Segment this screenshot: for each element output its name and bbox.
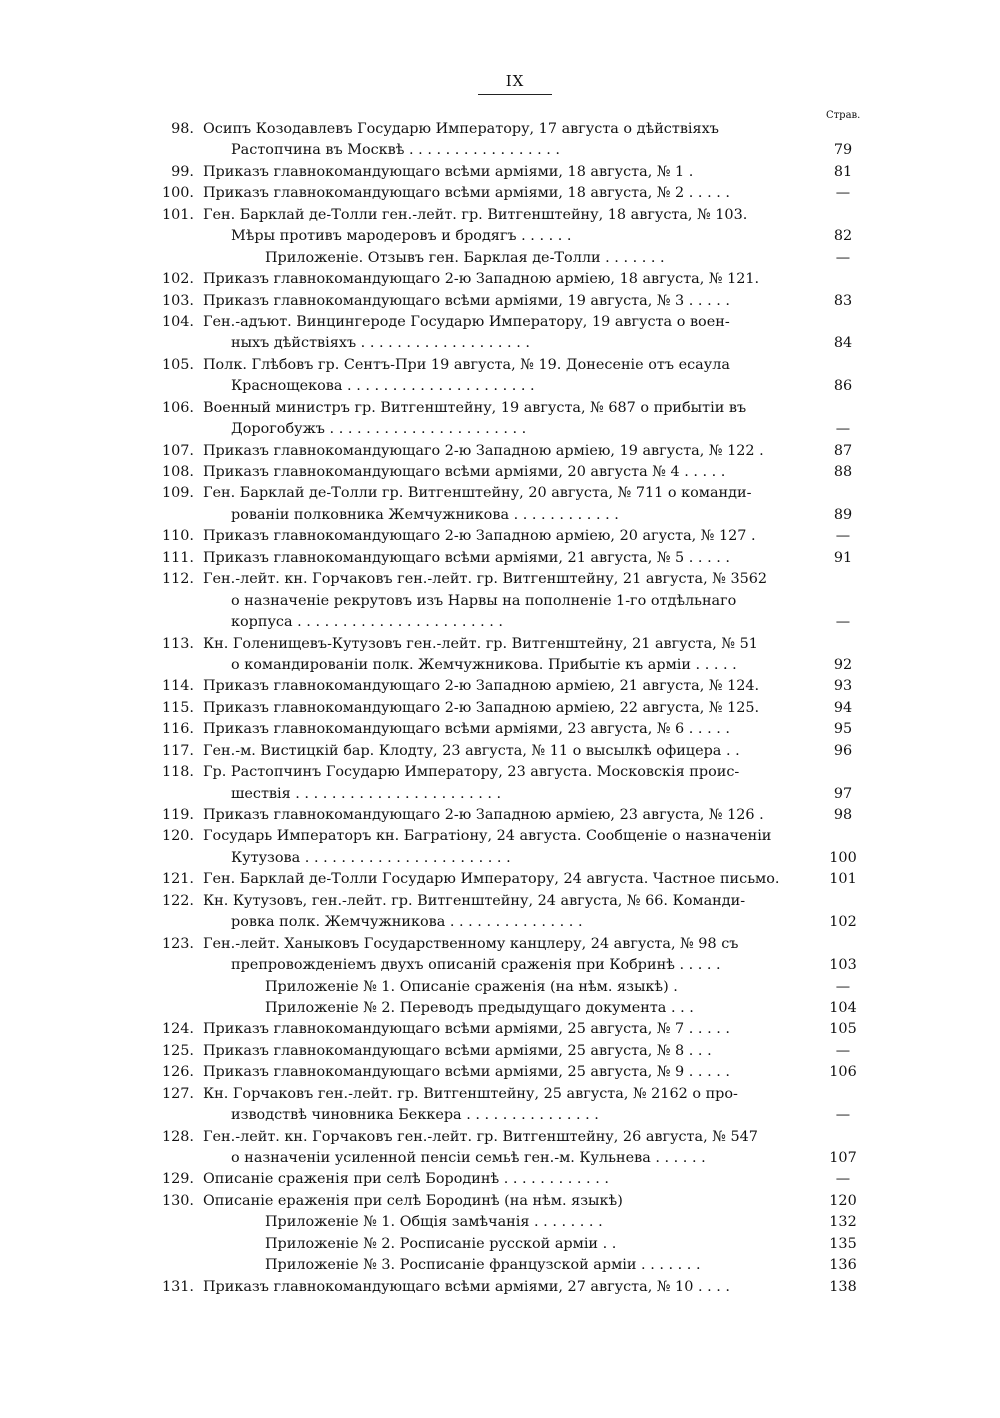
entry-page-number: 100 bbox=[829, 849, 857, 866]
table-of-contents bbox=[160, 119, 870, 1298]
entry-number: 101. bbox=[161, 206, 194, 223]
toc-entry bbox=[160, 355, 870, 376]
entry-title: Ген.-м. Вистицкій бар. Клодту, 23 августа, № 11 о высылкѣ офицера . . bbox=[203, 742, 740, 759]
entry-title: Полк. Глѣбовъ гр. Сентъ-При 19 августа, № 19. Донесеніе отъ есаула bbox=[203, 356, 730, 373]
toc-entry bbox=[160, 998, 870, 1019]
entry-page-number: 94 bbox=[833, 699, 853, 716]
entry-page-number: 97 bbox=[833, 785, 853, 802]
entry-number: 119. bbox=[161, 807, 194, 823]
entry-title: Приказъ главнокомандующаго всѣми арміями, 20 августа № 4 . . . . . bbox=[203, 464, 726, 480]
toc-entry bbox=[160, 934, 870, 955]
toc-entry bbox=[160, 891, 870, 912]
entry-page-number: 98 bbox=[833, 807, 853, 823]
entry-title: Кн. Голенищевъ-Кутузовъ ген.-лейт. гр. Витгенштейну, 21 августа, № 51 bbox=[203, 635, 758, 652]
entry-page-number: 103 bbox=[829, 957, 857, 974]
entry-page-number: — bbox=[835, 1107, 851, 1124]
toc-entry bbox=[160, 826, 870, 847]
entry-page-number: 95 bbox=[833, 721, 853, 738]
entry-page-number: 91 bbox=[833, 549, 853, 566]
entry-number: 99. bbox=[171, 163, 194, 180]
entry-page-number: 104 bbox=[829, 999, 857, 1016]
entry-page-number: 81 bbox=[833, 163, 853, 180]
entry-title: Приложеніе. Отзывъ ген. Барклая де-Толли . . . . . . . bbox=[265, 249, 665, 266]
toc-entry bbox=[160, 226, 870, 247]
entry-page-number: 107 bbox=[829, 1150, 857, 1166]
entry-number: 109. bbox=[161, 485, 194, 502]
entry-number: 103. bbox=[161, 292, 194, 309]
entry-page-number: 93 bbox=[833, 678, 853, 695]
toc-entry bbox=[160, 205, 870, 226]
entry-number: 127. bbox=[161, 1085, 194, 1102]
entry-page-number: 132 bbox=[829, 1214, 857, 1231]
toc-entry bbox=[160, 183, 870, 204]
toc-entry bbox=[160, 912, 870, 933]
entry-number: 116. bbox=[161, 721, 194, 738]
toc-entry bbox=[160, 655, 870, 676]
toc-entry bbox=[160, 1234, 870, 1255]
toc-entry bbox=[160, 548, 870, 569]
entry-number: 125. bbox=[161, 1042, 194, 1059]
entry-title: Описаніе ераженія при селѣ Бородинѣ (на нѣм. языкѣ) bbox=[203, 1192, 623, 1209]
entry-page-number: 102 bbox=[829, 914, 857, 931]
entry-page-number: — bbox=[835, 978, 851, 995]
entry-title: Кутузова . . . . . . . . . . . . . . . . . . . . . . . bbox=[231, 849, 511, 866]
entry-title: Государь Императоръ кн. Багратіону, 24 августа. Сообщеніе о назначеніи bbox=[203, 828, 772, 845]
entry-title: Дорогобужъ . . . . . . . . . . . . . . . . . . . . . . bbox=[231, 421, 527, 438]
entry-page-number: 136 bbox=[829, 1257, 857, 1274]
toc-entry bbox=[160, 526, 870, 547]
entry-page-number: 86 bbox=[833, 378, 853, 395]
toc-entry bbox=[160, 1212, 870, 1233]
entry-title: Описаніе сраженія при селѣ Бородинѣ . . . . . . . . . . . . bbox=[203, 1171, 609, 1188]
entry-title: о назначеніе рекрутовъ изъ Нарвы на пополненіе 1-го отдѣльнаго bbox=[231, 592, 737, 609]
entry-number: 122. bbox=[161, 892, 194, 909]
toc-entry bbox=[160, 569, 870, 590]
entry-page-number: 88 bbox=[833, 464, 853, 480]
entry-title: Ген. Барклай де-Толли ген.-лейт. гр. Витгенштейну, 18 августа, № 103. bbox=[203, 206, 748, 223]
entry-page-number: 138 bbox=[829, 1278, 857, 1295]
entry-page-number: 82 bbox=[833, 228, 853, 245]
entry-title: Приказъ главнокомандующаго всѣми арміями, 25 августа, № 7 . . . . . bbox=[203, 1021, 730, 1038]
entry-number: 112. bbox=[161, 571, 194, 588]
toc-entry bbox=[160, 676, 870, 697]
toc-entry bbox=[160, 119, 870, 140]
toc-entry bbox=[160, 505, 870, 526]
entry-title: Военный министръ гр. Витгенштейну, 19 августа, № 687 о прибытіи въ bbox=[203, 399, 747, 416]
entry-title: Мѣры противъ мародеровъ и бродягъ . . . . . . bbox=[231, 228, 572, 245]
toc-entry bbox=[160, 762, 870, 783]
entry-title: Ген. Барклай де-Толли гр. Витгенштейну, 20 августа, № 711 о команди- bbox=[203, 485, 752, 502]
toc-entry bbox=[160, 719, 870, 740]
entry-number: 120. bbox=[161, 828, 194, 845]
entry-page-number: — bbox=[835, 185, 851, 202]
toc-entry bbox=[160, 269, 870, 290]
entry-number: 130. bbox=[161, 1192, 194, 1209]
toc-entry bbox=[160, 634, 870, 655]
entry-title: Приложеніе № 3. Росписаніе французской арміи . . . . . . . bbox=[265, 1257, 701, 1274]
toc-entry bbox=[160, 977, 870, 998]
toc-entry bbox=[160, 1041, 870, 1062]
entry-title: Ген.-лейт. Ханыковъ Государственному канцлеру, 24 августа, № 98 съ bbox=[203, 935, 739, 952]
entry-page-number: 106 bbox=[829, 1064, 857, 1081]
entry-number: 131. bbox=[161, 1278, 194, 1295]
entry-title: ровка полк. Жемчужникова . . . . . . . . . . . . . . . bbox=[231, 914, 583, 931]
toc-entry bbox=[160, 1169, 870, 1190]
toc-entry bbox=[160, 612, 870, 633]
toc-entry bbox=[160, 162, 870, 183]
entry-number: 108. bbox=[161, 464, 194, 480]
toc-entry bbox=[160, 1191, 870, 1212]
toc-entry bbox=[160, 805, 870, 826]
entry-title: Приказъ главнокомандующаго всѣми арміями, 18 августа, № 1 . bbox=[203, 163, 694, 180]
toc-entry bbox=[160, 1062, 870, 1083]
entry-title: о командированіи полк. Жемчужникова. Прибытіе къ арміи . . . . . bbox=[231, 656, 737, 673]
entry-title: Приложеніе № 2. Переводъ предыдущаго документа . . . bbox=[265, 999, 694, 1016]
entry-title: корпуса . . . . . . . . . . . . . . . . . . . . . . . bbox=[231, 614, 503, 631]
toc-entry bbox=[160, 441, 870, 462]
toc-entry bbox=[160, 1148, 870, 1169]
entry-title: Осипъ Козодавлевъ Государю Императору, 17 августа о дѣйствіяхъ bbox=[203, 121, 719, 137]
entry-title: Приказъ главнокомандующаго всѣми арміями, 18 августа, № 2 . . . . . bbox=[203, 185, 730, 202]
entry-title: Приказъ главнокомандующаго всѣми арміями, 25 августа, № 8 . . . bbox=[203, 1042, 712, 1059]
toc-entry bbox=[160, 698, 870, 719]
entry-title: Приказъ главнокомандующаго 2-ю Западною арміею, 18 августа, № 121. bbox=[203, 271, 760, 288]
entry-page-number: 84 bbox=[833, 335, 853, 352]
entry-number: 102. bbox=[161, 271, 194, 288]
entry-page-number: 96 bbox=[833, 742, 853, 759]
entry-page-number: — bbox=[835, 1042, 851, 1059]
toc-entry bbox=[160, 483, 870, 504]
entry-title: препровожденіемъ двухъ описаній сраженія при Кобринѣ . . . . . bbox=[231, 957, 721, 974]
entry-page-number: — bbox=[835, 1171, 851, 1188]
header-rule bbox=[478, 94, 552, 95]
entry-number: 100. bbox=[161, 185, 194, 202]
entry-page-number: 135 bbox=[829, 1235, 857, 1252]
toc-entry bbox=[160, 869, 870, 890]
toc-entry bbox=[160, 419, 870, 440]
entry-page-number: 92 bbox=[833, 656, 853, 673]
toc-entry bbox=[160, 333, 870, 354]
toc-entry bbox=[160, 376, 870, 397]
toc-entry bbox=[160, 848, 870, 869]
entry-number: 115. bbox=[161, 699, 194, 716]
entry-title: Приказъ главнокомандующаго всѣми арміями, 21 августа, № 5 . . . . . bbox=[203, 549, 730, 566]
entry-title: Приказъ главнокомандующаго всѣми арміями, 27 августа, № 10 . . . . bbox=[203, 1278, 730, 1295]
entry-page-number: — bbox=[835, 421, 851, 438]
entry-number: 104. bbox=[161, 313, 194, 330]
entry-title: Приказъ главнокомандующаго 2-ю Западною арміею, 23 августа, № 126 . bbox=[203, 807, 764, 823]
entry-number: 129. bbox=[161, 1171, 194, 1188]
toc-entry bbox=[160, 784, 870, 805]
toc-entry bbox=[160, 1105, 870, 1126]
toc-entry bbox=[160, 248, 870, 269]
entry-number: 117. bbox=[161, 742, 194, 759]
toc-entry bbox=[160, 312, 870, 333]
entry-number: 124. bbox=[161, 1021, 194, 1038]
toc-entry bbox=[160, 1084, 870, 1105]
entry-title: Приказъ главнокомандующаго 2-ю Западною арміею, 19 августа, № 122 . bbox=[203, 442, 764, 459]
toc-entry bbox=[160, 462, 870, 483]
entry-title: изводствѣ чиновника Беккера . . . . . . . . . . . . . . . bbox=[231, 1107, 599, 1124]
entry-number: 111. bbox=[161, 549, 194, 566]
entry-title: Приказъ главнокомандующаго 2-ю Западною арміею, 22 августа, № 125. bbox=[203, 699, 760, 716]
entry-number: 123. bbox=[161, 935, 194, 952]
entry-number: 107. bbox=[161, 442, 194, 459]
entry-page-number: 79 bbox=[833, 142, 853, 159]
entry-page-number: — bbox=[835, 249, 851, 266]
entry-title: Приказъ главнокомандующаго всѣми арміями, 23 августа, № 6 . . . . . bbox=[203, 721, 730, 738]
toc-entry bbox=[160, 398, 870, 419]
entry-number: 114. bbox=[161, 678, 194, 695]
entry-number: 105. bbox=[161, 356, 194, 373]
entry-title: Приказъ главнокомандующаго 2-ю Западною арміею, 20 агуста, № 127 . bbox=[203, 528, 756, 545]
entry-page-number: — bbox=[835, 528, 851, 545]
entry-title: Ген.-лейт. кн. Горчаковъ ген.-лейт. гр. Витгенштейну, 26 августа, № 547 bbox=[203, 1128, 758, 1145]
entry-number: 118. bbox=[161, 764, 194, 781]
entry-title: Приложеніе № 1. Описаніе сраженія (на нѣм. языкѣ) . bbox=[265, 978, 678, 995]
entry-title: Приказъ главнокомандующаго 2-ю Западною арміею, 21 августа, № 124. bbox=[203, 678, 760, 695]
entry-page-number: 87 bbox=[833, 442, 853, 459]
entry-title: Кн. Горчаковъ ген.-лейт. гр. Витгенштейну, 25 августа, № 2162 о про- bbox=[203, 1085, 738, 1102]
toc-entry bbox=[160, 140, 870, 161]
toc-entry bbox=[160, 1019, 870, 1040]
entry-title: ныхъ дѣйствіяхъ . . . . . . . . . . . . . . . . . . . bbox=[231, 335, 530, 352]
entry-page-number: 101 bbox=[829, 871, 857, 888]
entry-page-number: 105 bbox=[829, 1021, 857, 1038]
entry-number: 106. bbox=[161, 399, 194, 416]
entry-title: Ген. Барклай де-Толли Государю Императору, 24 августа. Частное письмо. bbox=[203, 871, 780, 888]
entry-number: 126. bbox=[161, 1064, 194, 1081]
toc-entry bbox=[160, 291, 870, 312]
entry-title: Гр. Растопчинъ Государю Императору, 23 августа. Московскія проис- bbox=[203, 764, 740, 781]
page-column-label: Страв. bbox=[826, 110, 861, 121]
entry-number: 113. bbox=[161, 635, 194, 652]
entry-title: Приказъ главнокомандующаго всѣми арміями, 19 августа, № 3 . . . . . bbox=[203, 292, 730, 309]
entry-title: Ген.-лейт. кн. Горчаковъ ген.-лейт. гр. Витгенштейну, 21 августа, № 3562 bbox=[203, 571, 768, 588]
toc-entry bbox=[160, 741, 870, 762]
entry-number: 128. bbox=[161, 1128, 194, 1145]
entry-number: 98. bbox=[171, 121, 194, 137]
entry-title: Приложеніе № 2. Росписаніе русской арміи . . bbox=[265, 1235, 617, 1252]
toc-entry bbox=[160, 1127, 870, 1148]
entry-page-number: — bbox=[835, 614, 851, 631]
entry-title: Приказъ главнокомандующаго всѣми арміями, 25 августа, № 9 . . . . . bbox=[203, 1064, 730, 1081]
entry-number: 110. bbox=[161, 528, 194, 545]
entry-page-number: 89 bbox=[833, 506, 853, 523]
entry-title: о назначеніи усиленной пенсіи семьѣ ген.-м. Кульнева . . . . . . bbox=[231, 1150, 706, 1166]
entry-title: Краснощекова . . . . . . . . . . . . . . . . . . . . . bbox=[231, 378, 535, 395]
toc-entry bbox=[160, 1277, 870, 1298]
toc-entry bbox=[160, 1255, 870, 1276]
entry-title: рованіи полковника Жемчужникова . . . . . . . . . . . . bbox=[231, 506, 619, 523]
entry-title: Растопчина въ Москвѣ . . . . . . . . . . . . . . . . . bbox=[231, 142, 560, 159]
toc-entry bbox=[160, 591, 870, 612]
entry-title: Кн. Кутузовъ, ген.-лейт. гр. Витгенштейну, 24 августа, № 66. Команди- bbox=[203, 892, 746, 909]
entry-number: 121. bbox=[161, 871, 194, 888]
entry-title: шествія . . . . . . . . . . . . . . . . . . . . . . . bbox=[231, 785, 502, 802]
entry-title: Приложеніе № 1. Общія замѣчанія . . . . . . . . bbox=[265, 1214, 603, 1231]
entry-title: Ген.-адъют. Винцингероде Государю Императору, 19 августа о воен- bbox=[203, 313, 730, 330]
toc-entry bbox=[160, 955, 870, 976]
entry-page-number: 83 bbox=[833, 292, 853, 309]
page-number-header: IX bbox=[505, 72, 525, 90]
entry-page-number: 120 bbox=[829, 1192, 857, 1209]
